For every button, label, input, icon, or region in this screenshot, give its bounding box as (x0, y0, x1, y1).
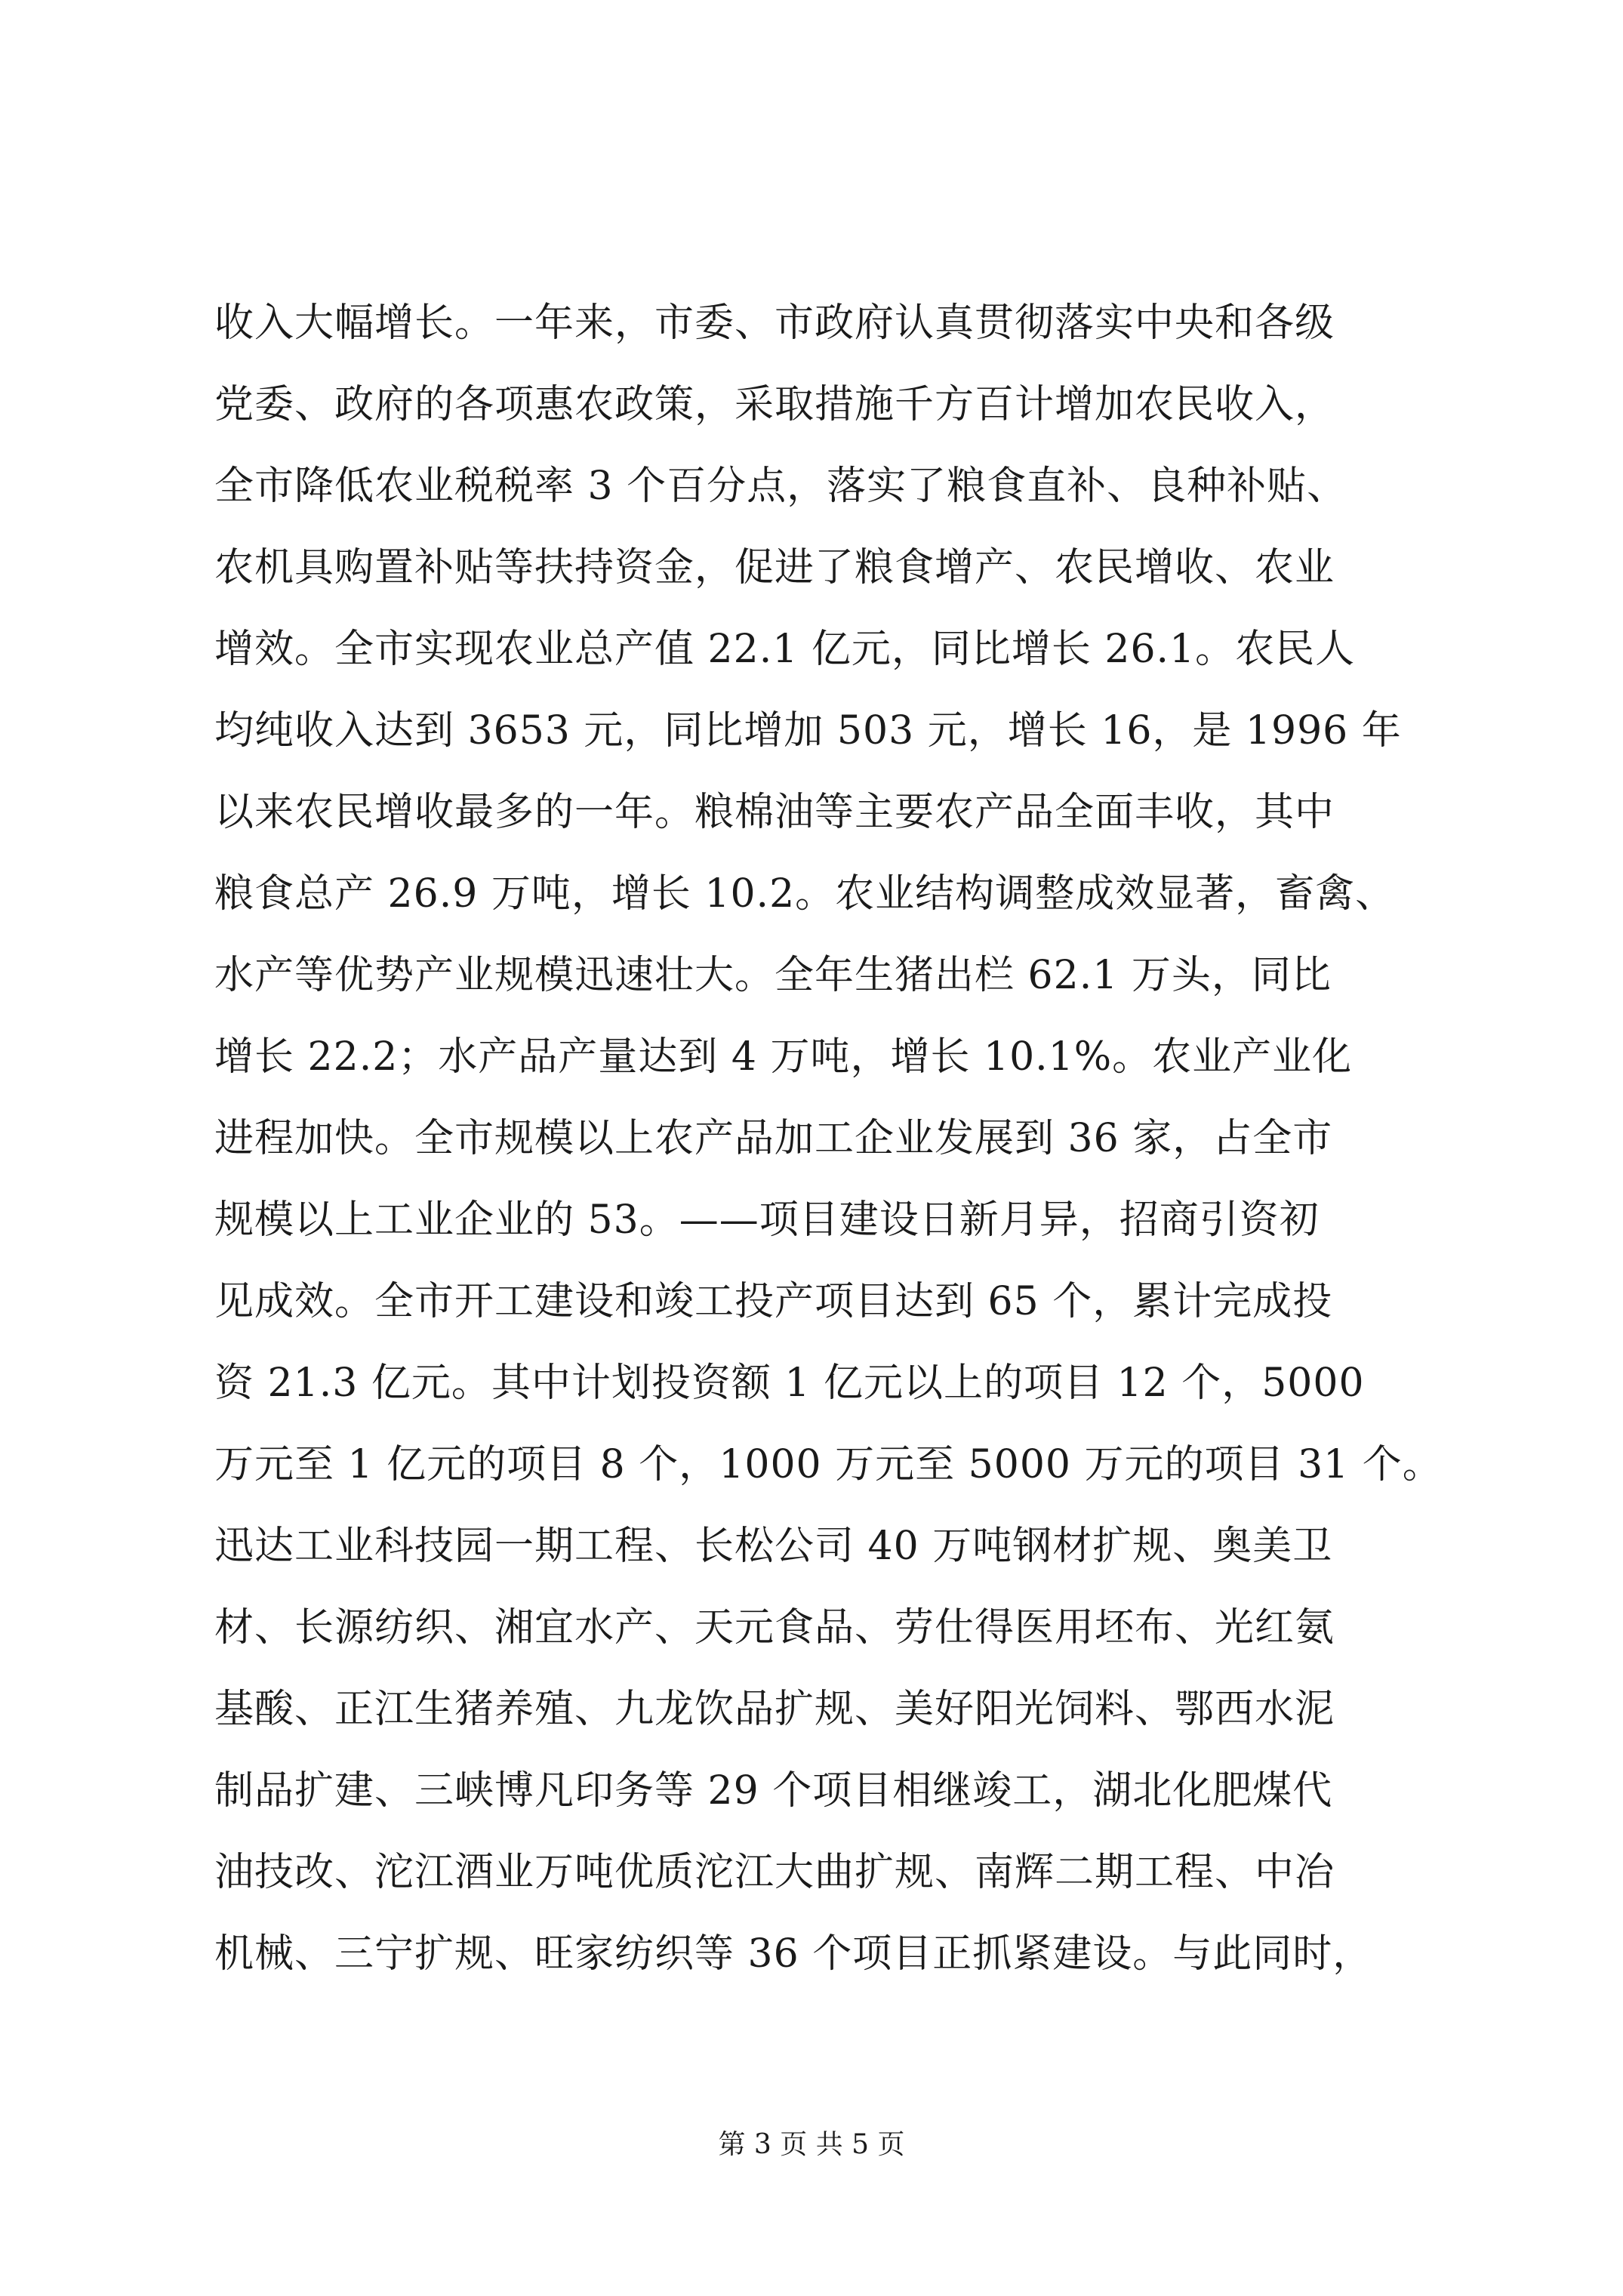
text-line: 农机具购置补贴等扶持资金，促进了粮食增产、农民增收、农业 (214, 545, 1335, 590)
text-line: 增长 22.2；水产品产量达到 4 万吨，增长 10.1%。农业产业化 (214, 1034, 1353, 1080)
text-line: 万元至 1 亿元的项目 8 个，1000 万元至 5000 万元的项目 31 个。 (214, 1442, 1443, 1487)
text-line: 迅达工业科技园一期工程、长松公司 40 万吨钢材扩规、奥美卫 (214, 1524, 1333, 1569)
text-line: 增效。全市实现农业总产值 22.1 亿元，同比增长 26.1。农民人 (214, 627, 1356, 672)
body-text (214, 282, 1443, 1995)
text-line: 均纯收入达到 3653 元，同比增加 503 元，增长 16，是 1996 年 (214, 708, 1402, 754)
text-line: 规模以上工业企业的 53。——项目建设日新月异，招商引资初 (214, 1197, 1320, 1243)
text-line: 全市降低农业税税率 3 个百分点，落实了粮食直补、良种补贴、 (214, 464, 1347, 509)
text-line: 基酸、正江生猪养殖、九龙饮品扩规、美好阳光饲料、鄂西水泥 (214, 1687, 1335, 1732)
text-line: 收入大幅增长。一年来，市委、市政府认真贯彻落实中央和各级 (214, 300, 1335, 346)
text-line: 粮食总产 26.9 万吨，增长 10.2。农业结构调整成效显著，畜禽、 (214, 871, 1396, 917)
text-line: 进程加快。全市规模以上农产品加工企业发展到 36 家，占全市 (214, 1116, 1333, 1161)
text-line: 水产等优势产业规模迅速壮大。全年生猪出栏 62.1 万头，同比 (214, 953, 1332, 998)
text-line: 材、长源纺织、湘宜水产、天元食品、劳仕得医用坯布、光红氨 (214, 1605, 1335, 1650)
page-footer: 第 3 页 共 5 页 (718, 2129, 905, 2160)
text-line: 见成效。全市开工建设和竣工投产项目达到 65 个，累计完成投 (214, 1279, 1333, 1324)
text-line: 以来农民增收最多的一年。粮棉油等主要农产品全面丰收，其中 (214, 790, 1335, 835)
text-line: 油技改、沱江酒业万吨优质沱江大曲扩规、南辉二期工程、中冶 (214, 1850, 1335, 1895)
text-line: 机械、三宁扩规、旺家纺织等 36 个项目正抓紧建设。与此同时， (214, 1931, 1373, 1977)
text-line: 资 21.3 亿元。其中计划投资额 1 亿元以上的项目 12 个，5000 (214, 1361, 1365, 1406)
text-line: 党委、政府的各项惠农政策，采取措施千方百计增加农民收入， (214, 382, 1335, 427)
text-line: 制品扩建、三峡博凡印务等 29 个项目相继竣工，湖北化肥煤代 (214, 1768, 1333, 1814)
